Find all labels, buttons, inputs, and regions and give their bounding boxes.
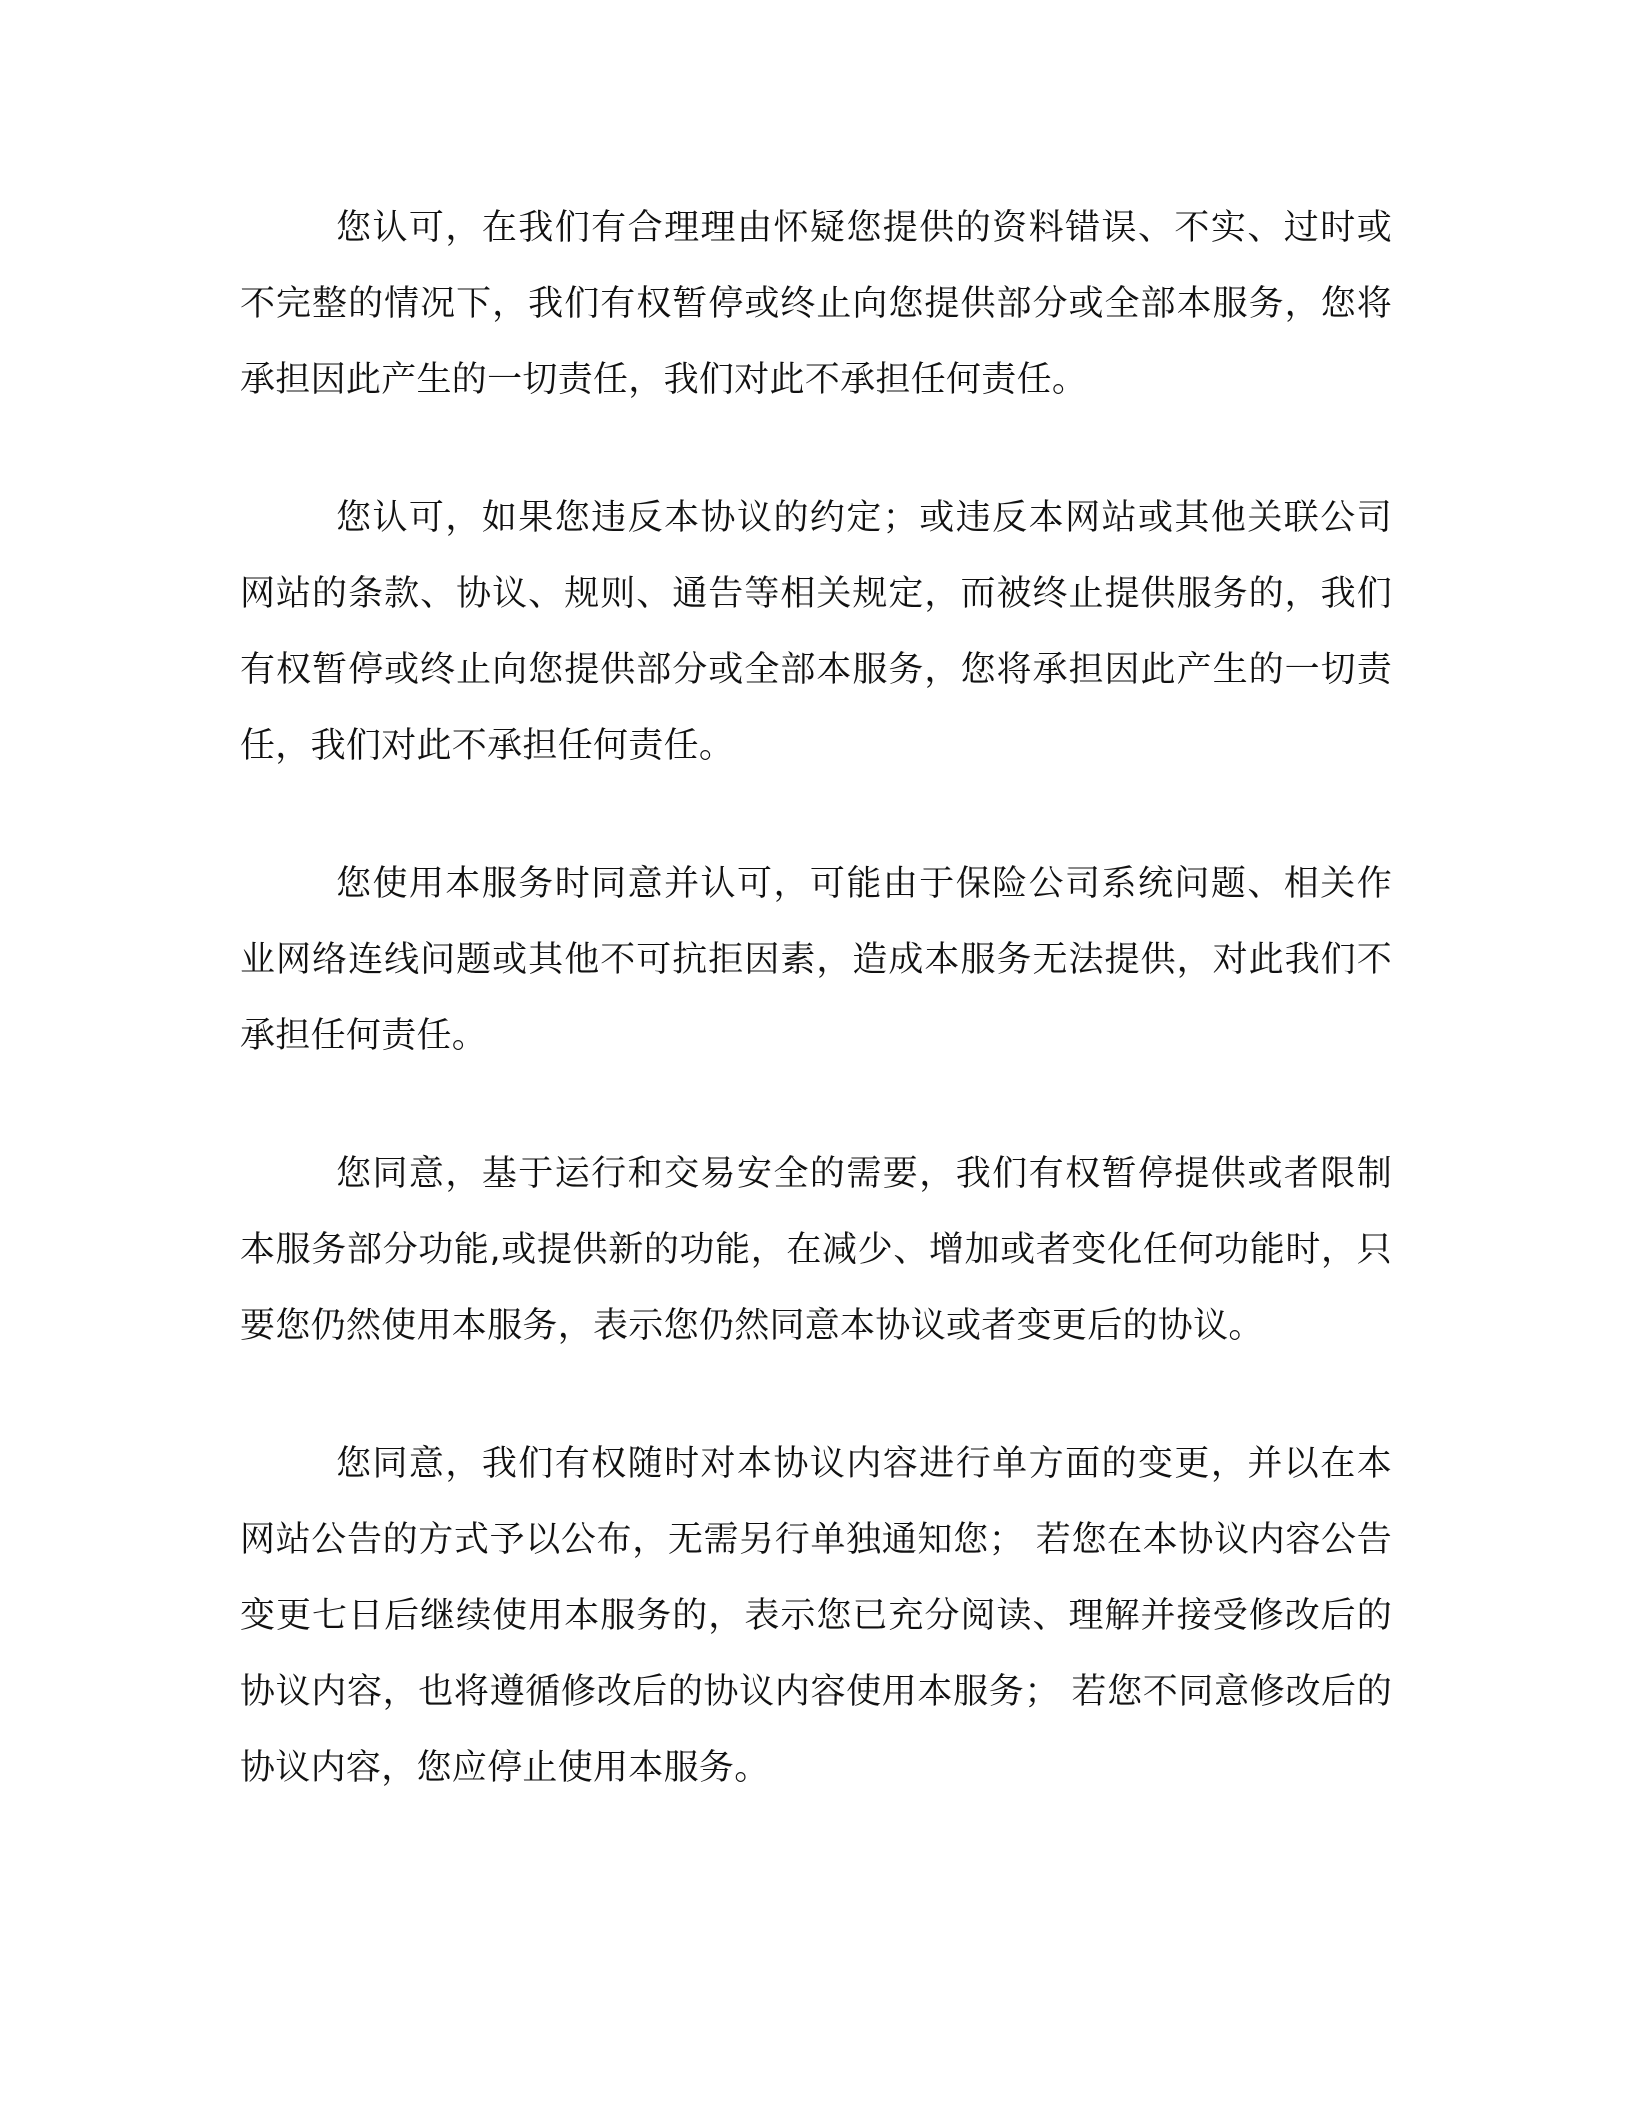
paragraph-agreement-amendment: 您同意，我们有权随时对本协议内容进行单方面的变更，并以在本网站公告的方式予以公布，无需另行单独通知您； 若您在本协议内容公告变更七日后继续使用本服务的，表示您已充分阅读、理解并接受修改后的协议内容，也将遵循修改后的协议内容使用本服务； 若您不同意修改后的协议内容，您应停止使用本服务。 xyxy=(240,1444,1392,1788)
paragraph-data-accuracy: 您认可，在我们有合理理由怀疑您提供的资料错误、不实、过时或不完整的情况下，我们有权暂停或终止向您提供部分或全部本服务，您将承担因此产生的一切责任，我们对此不承担任何责任。 xyxy=(240,208,1392,400)
document-body xyxy=(240,190,1392,1868)
paragraph-service-changes: 您同意，基于运行和交易安全的需要，我们有权暂停提供或者限制本服务部分功能,或提供新的功能，在减少、增加或者变化任何功能时，只要您仍然使用本服务，表示您仍然同意本协议或者变更后的协议。 xyxy=(240,1154,1392,1346)
paragraph-agreement-violation: 您认可，如果您违反本协议的约定；或违反本网站或其他关联公司网站的条款、协议、规则、通告等相关规定，而被终止提供服务的，我们有权暂停或终止向您提供部分或全部本服务，您将承担因此产生的一切责任，我们对此不承担任何责任。 xyxy=(240,498,1392,766)
paragraph-force-majeure: 您使用本服务时同意并认可，可能由于保险公司系统问题、相关作业网络连线问题或其他不可抗拒因素，造成本服务无法提供，对此我们不承担任何责任。 xyxy=(240,864,1392,1056)
